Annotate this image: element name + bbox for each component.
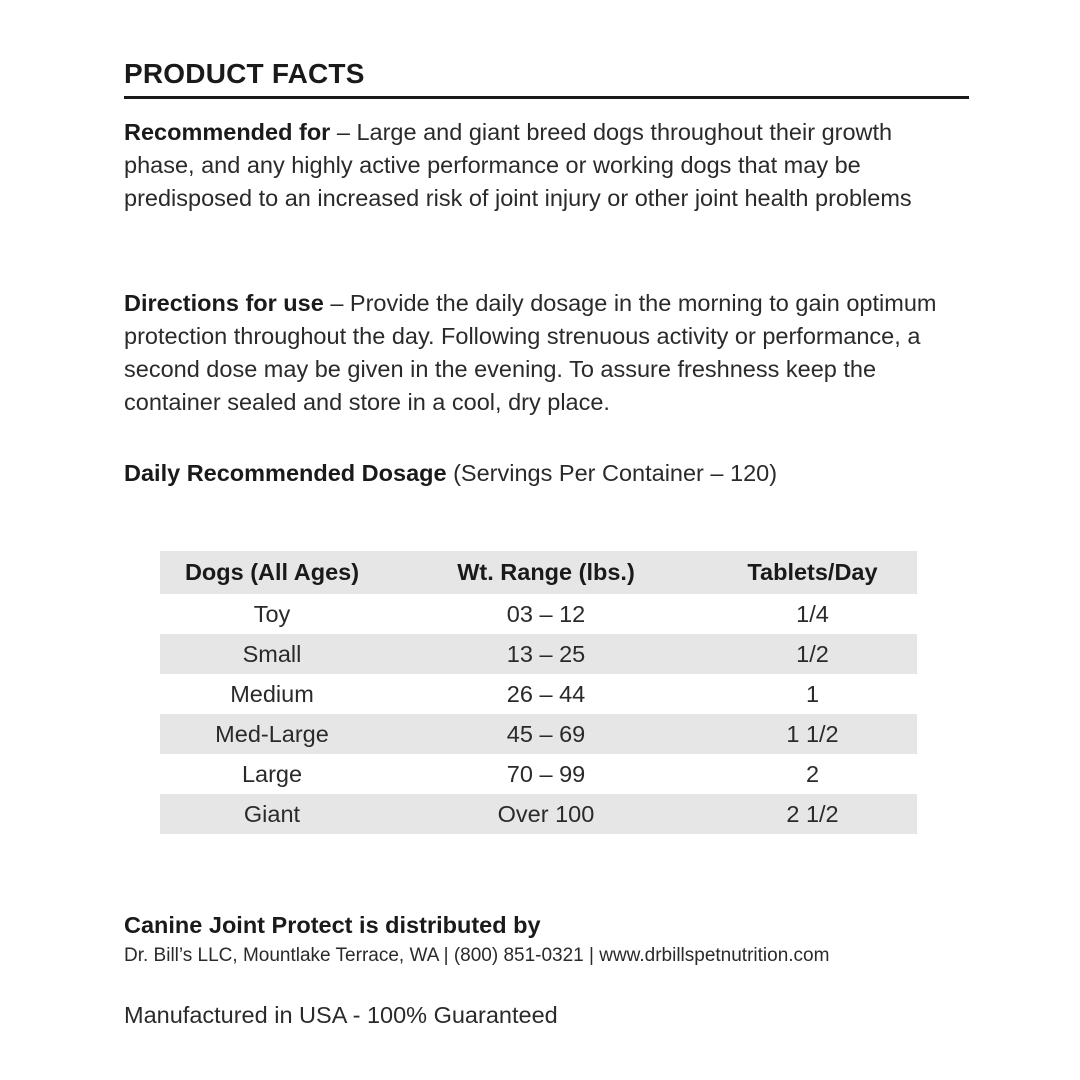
table-row [160, 714, 917, 754]
tablets-cell: 1/4 [796, 600, 829, 627]
directions-paragraph [124, 287, 964, 419]
recommended-for-text: – Large and giant breed dogs throughout their growth phase, and any highly active performance or working dogs that may be predisposed to an increased risk of joint injury or other joint health problems [124, 119, 912, 211]
header-weight-range: Wt. Range (lbs.) [384, 551, 708, 594]
dog-size-cell: Large [241, 760, 303, 787]
recommended-for-paragraph [124, 116, 964, 215]
weight-range-cell: 26 – 44 [506, 680, 586, 707]
tablets-cell: 2 [805, 760, 820, 787]
dog-size-cell: Med-Large [160, 714, 384, 754]
tablets-cell: 2 1/2 [708, 794, 917, 834]
dosage-label: Daily Recommended Dosage [124, 460, 447, 486]
weight-range-cell: Over 100 [384, 794, 708, 834]
tablets-cell: 1/2 [708, 634, 917, 674]
table-row [160, 754, 917, 794]
dog-size-cell: Toy [253, 600, 291, 627]
weight-range-cell: 03 – 12 [506, 600, 586, 627]
dosage-heading [124, 457, 964, 490]
dog-size-cell: Medium [230, 680, 314, 707]
title-divider [124, 96, 969, 99]
recommended-for-label: Recommended for [124, 119, 331, 145]
weight-range-cell: 45 – 69 [384, 714, 708, 754]
table-row [160, 674, 917, 714]
distributor-heading: Canine Joint Protect is distributed by [124, 912, 541, 938]
directions-text: – Provide the daily dosage in the morning to gain optimum protection throughout the day. Following strenuous activity or performance, a second dose may be given in the evening. To assure freshness keep the container sealed and store in a cool, dry place. [124, 290, 937, 415]
dog-size-cell: Giant [160, 794, 384, 834]
table-header-row [160, 551, 917, 594]
weight-range-cell: 70 – 99 [506, 760, 586, 787]
dosage-table [160, 551, 917, 834]
weight-range-cell: 13 – 25 [384, 634, 708, 674]
tablets-cell: 1 [805, 680, 820, 707]
table-row [160, 634, 917, 674]
table-row [160, 594, 917, 634]
dog-size-cell: Small [160, 634, 384, 674]
header-dogs: Dogs (All Ages) [160, 551, 384, 594]
header-tablets-per-day: Tablets/Day [708, 551, 917, 594]
directions-label: Directions for use [124, 290, 324, 316]
manufactured-statement: Manufactured in USA - 100% Guaranteed [124, 1002, 558, 1028]
servings-text: (Servings Per Container – 120) [446, 460, 778, 486]
page-title: PRODUCT FACTS [124, 58, 365, 89]
distributor-contact-line: Dr. Bill’s LLC, Mountlake Terrace, WA | (800) 851-0321 | www.drbillspetnutrition.com [124, 945, 830, 966]
table-row [160, 794, 917, 834]
tablets-cell: 1 1/2 [708, 714, 917, 754]
